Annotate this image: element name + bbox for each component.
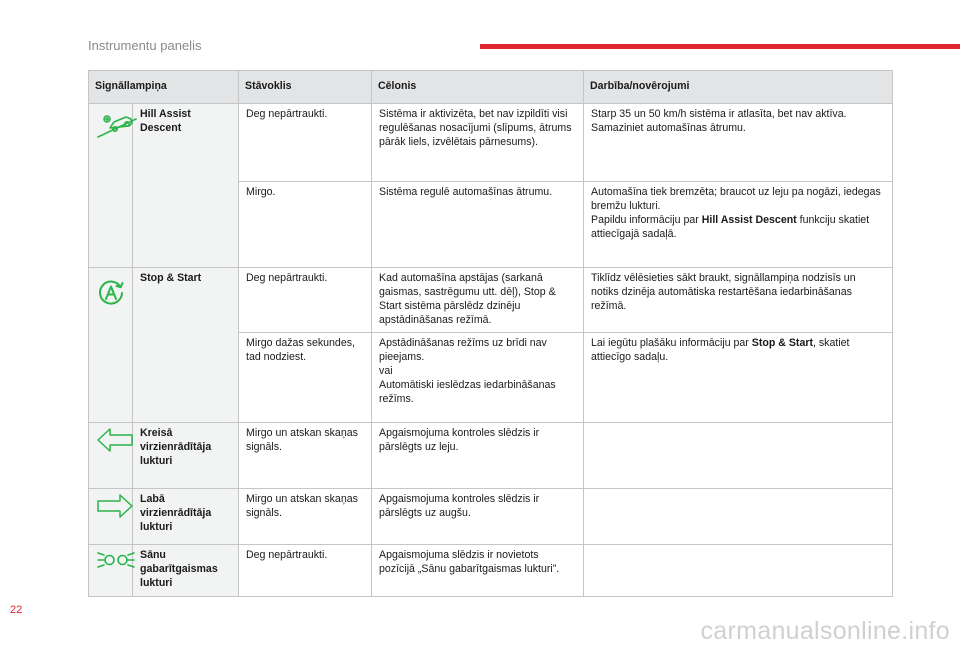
cause-text: Kad automašīna apstājas (sarkanā gaismas, sastrēgumu utt. dēļ), Stop & Start sistēma pārslēdz dzinēju apstādināšanas režīmā.	[372, 268, 584, 333]
lamp-name: Sānu gabarītgaismas lukturi	[133, 544, 239, 596]
side-lights-icon	[96, 549, 136, 571]
lamp-icon-cell	[89, 544, 133, 596]
cause-text: Sistēma regulē automašīnas ātrumu.	[372, 182, 584, 268]
state-text: Mirgo dažas sekundes, tad nodziest.	[239, 332, 372, 422]
action-text-part: Automašīna tiek bremzēta; braucot uz leju pa nogāzi, iedegas bremžu lukturi. Papildu informāciju par	[591, 186, 881, 226]
column-header-state: Stāvoklis	[239, 71, 372, 104]
action-text: Tiklīdz vēlēsieties sākt braukt, signāllampiņa nodzisīs un notiks dzinēja automātiska restartēšana iedarbināšanas režīmā.	[584, 268, 893, 333]
table-row	[89, 104, 893, 182]
stop-start-icon	[96, 278, 126, 308]
action-text	[584, 182, 893, 268]
action-text-bold: Stop & Start	[751, 336, 813, 349]
state-text: Mirgo un atskan skaņas signāls.	[239, 488, 372, 544]
state-text: Mirgo un atskan skaņas signāls.	[239, 422, 372, 488]
table-header-row	[89, 71, 893, 104]
table-row	[89, 488, 893, 544]
cause-text: Apgaismojuma kontroles slēdzis ir pārslēgts uz augšu.	[372, 488, 584, 544]
cause-text: Apgaismojuma kontroles slēdzis ir pārslēgts uz leju.	[372, 422, 584, 488]
action-text	[584, 488, 893, 544]
warning-lamps-table	[88, 70, 893, 597]
lamp-icon-cell	[89, 104, 133, 268]
action-text	[584, 332, 893, 422]
cause-text: Apstādināšanas režīms uz brīdi nav pieejams. vai Automātiski ieslēdzas iedarbināšanas režīms.	[372, 332, 584, 422]
state-text: Deg nepārtraukti.	[239, 544, 372, 596]
lamp-name: Hill Assist Descent	[133, 104, 239, 268]
action-text-part: funkciju skatiet attiecīgajā sadaļā.	[591, 213, 870, 240]
watermark: carmanualsonline.info	[700, 617, 950, 645]
page-number: 22	[10, 604, 23, 616]
header-accent-bar	[480, 44, 960, 49]
table-row	[89, 544, 893, 596]
column-header-cause: Cēlonis	[372, 71, 584, 104]
cause-text: Sistēma ir aktivizēta, bet nav izpildīti visi regulēšanas nosacījumi (slīpums, ātrums pārāk liels, izvēlētais pārnesums).	[372, 104, 584, 182]
lamp-name: Kreisā virzienrādītāja lukturi	[133, 422, 239, 488]
lamp-icon-cell	[89, 268, 133, 423]
action-text-part: Lai iegūtu plašāku informāciju par	[591, 336, 752, 349]
page-section-title: Instrumentu panelis	[88, 38, 202, 53]
lamp-name: Stop & Start	[133, 268, 239, 423]
action-text-part: , skatiet attiecīgo sadaļu.	[591, 336, 850, 363]
column-header-action: Darbība/novērojumi	[584, 71, 893, 104]
state-text: Deg nepārtraukti.	[239, 268, 372, 333]
action-text	[584, 544, 893, 596]
lamp-icon-cell	[89, 422, 133, 488]
action-text	[584, 422, 893, 488]
table-row	[89, 422, 893, 488]
column-header-lamp: Signāllampiņa	[89, 71, 239, 104]
left-arrow-icon	[96, 427, 134, 453]
lamp-icon-cell	[89, 488, 133, 544]
table-row	[89, 268, 893, 333]
action-text: Starp 35 un 50 km/h sistēma ir atlasīta, bet nav aktīva. Samaziniet automašīnas ātrumu.	[584, 104, 893, 182]
lamp-name: Labā virzienrādītāja lukturi	[133, 488, 239, 544]
action-text-bold: Hill Assist Descent	[701, 213, 797, 226]
state-text: Mirgo.	[239, 182, 372, 268]
state-text: Deg nepārtraukti.	[239, 104, 372, 182]
cause-text: Apgaismojuma slēdzis ir novietots pozīcijā „Sānu gabarītgaismas lukturi”.	[372, 544, 584, 596]
right-arrow-icon	[96, 493, 134, 519]
